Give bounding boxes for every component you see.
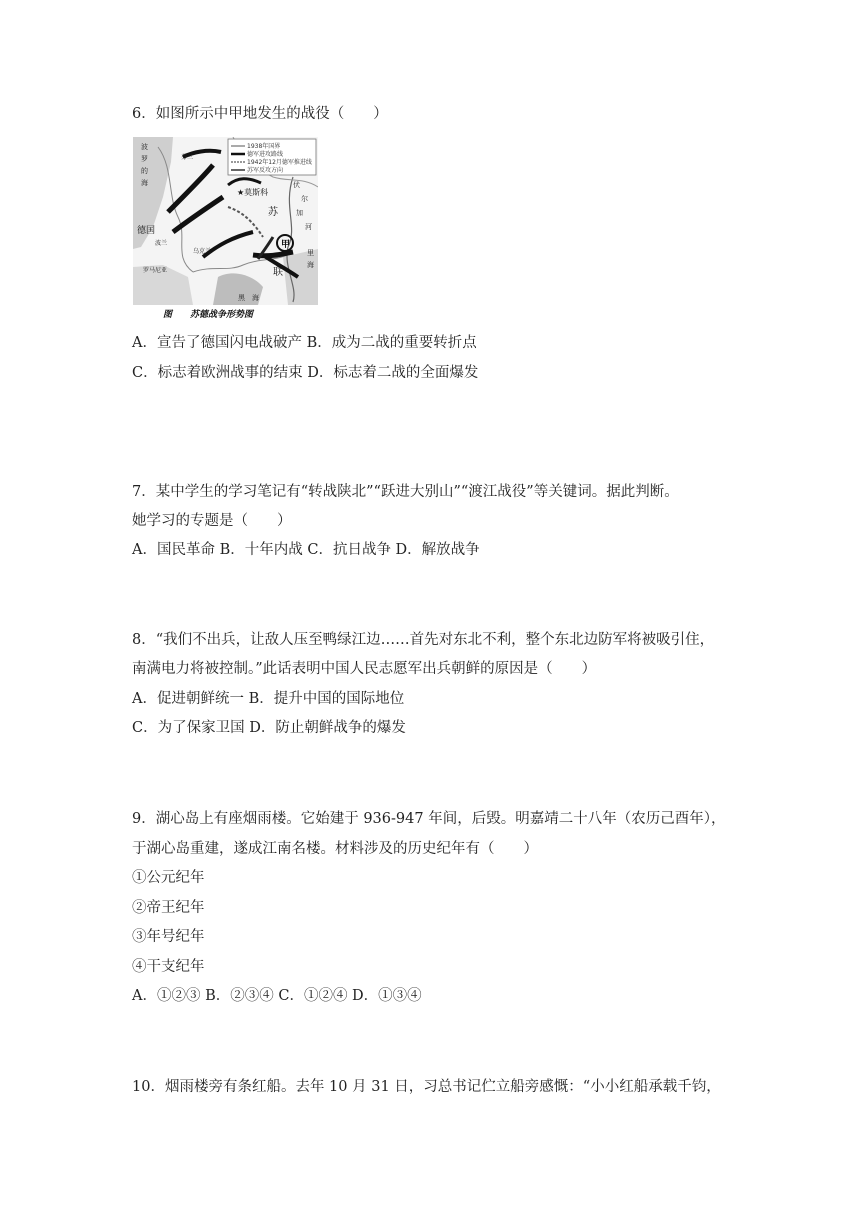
label-di: 的 xyxy=(141,167,148,175)
map-caption: 图 苏德战争形势图 xyxy=(163,310,254,320)
legend-item-2: 1942年12月德军推进线 xyxy=(247,159,312,166)
label-lian: 联 xyxy=(273,267,283,278)
q6-stem: 6．如图所示中甲地发生的战役（ ） xyxy=(132,106,388,122)
legend-item-3: 苏军反攻方向 xyxy=(247,167,284,174)
q7-stem-line1: 7．某中学生的学习笔记有“转战陕北”“跃进大别山”“渡江战役”等关键词。据此判断。 xyxy=(132,484,679,500)
label-germany: 德国 xyxy=(137,226,156,236)
label-moscow: ★莫斯科 xyxy=(237,188,269,197)
label-fu: 伏 xyxy=(293,181,300,189)
label-hai: 海 xyxy=(141,179,148,187)
q9-stem-line2: 于湖心岛重建，遂成江南名楼。材料涉及的历史纪年有（ ） xyxy=(132,841,538,857)
label-hai2: 海 xyxy=(307,261,314,269)
war-map-figure xyxy=(133,137,318,320)
q6-options-line2: C．标志着欧洲战事的结束 D．标志着二战的全面爆发 xyxy=(132,365,479,381)
q10-stem-line1: 10．烟雨楼旁有条红船。去年 10 月 31 日，习总书记伫立船旁感慨：“小小红船承载千钧， xyxy=(132,1079,721,1095)
q8-stem-line2: 南满电力将被控制。”此话表明中国人民志愿军出兵朝鲜的原因是（ ） xyxy=(132,661,597,677)
label-ukraine: 乌克兰 xyxy=(193,248,212,255)
q8-stem-line1: 8．“我们不出兵，让敌人压至鸭绿江边……首先对东北不利，整个东北边防军将被吸引住， xyxy=(132,632,715,648)
label-jia: 甲 xyxy=(281,240,291,250)
label-er: 尔 xyxy=(301,195,308,203)
q7-options: A．国民革命 B．十年内战 C．抗日战争 D．解放战争 xyxy=(132,542,480,558)
q9-stem-line1: 9．湖心岛上有座烟雨楼。它始建于 936-947 年间，后毁。明嘉靖二十八年（农历己酉年）， xyxy=(132,811,726,827)
q7-stem-line2: 她学习的专题是（ ） xyxy=(132,513,292,529)
q9-item-3: ③年号纪年 xyxy=(132,929,205,945)
label-bo: 波 xyxy=(141,143,148,151)
legend-item-1: 德军进攻路线 xyxy=(247,151,284,158)
q8-options-line2: C．为了保家卫国 D．防止朝鲜战争的爆发 xyxy=(132,720,406,736)
q9-options: A．①②③ B．②③④ C．①②④ D．①③④ xyxy=(132,988,422,1004)
label-luo: 罗 xyxy=(141,155,148,163)
q9-item-2: ②帝王纪年 xyxy=(132,900,205,916)
label-jia2: 加 xyxy=(296,209,303,217)
label-he: 河 xyxy=(305,223,312,231)
legend-item-0: 1938年国界 xyxy=(247,143,281,150)
q9-item-4: ④干支纪年 xyxy=(132,959,205,975)
label-poland: 波兰 xyxy=(155,240,168,247)
q9-item-1: ①公元纪年 xyxy=(132,870,205,886)
label-su: 苏 xyxy=(268,207,278,218)
label-li: 里 xyxy=(307,249,314,257)
label-romania: 罗马尼亚 xyxy=(143,267,168,274)
q6-options-line1: A．宣告了德国闪电战破产 B．成为二战的重要转折点 xyxy=(132,335,477,351)
q8-options-line1: A．促进朝鲜统一 B．提升中国的国际地位 xyxy=(132,691,405,707)
label-finland: 芬兰 xyxy=(181,154,194,161)
label-black-sea: 黑 海 xyxy=(238,294,259,302)
